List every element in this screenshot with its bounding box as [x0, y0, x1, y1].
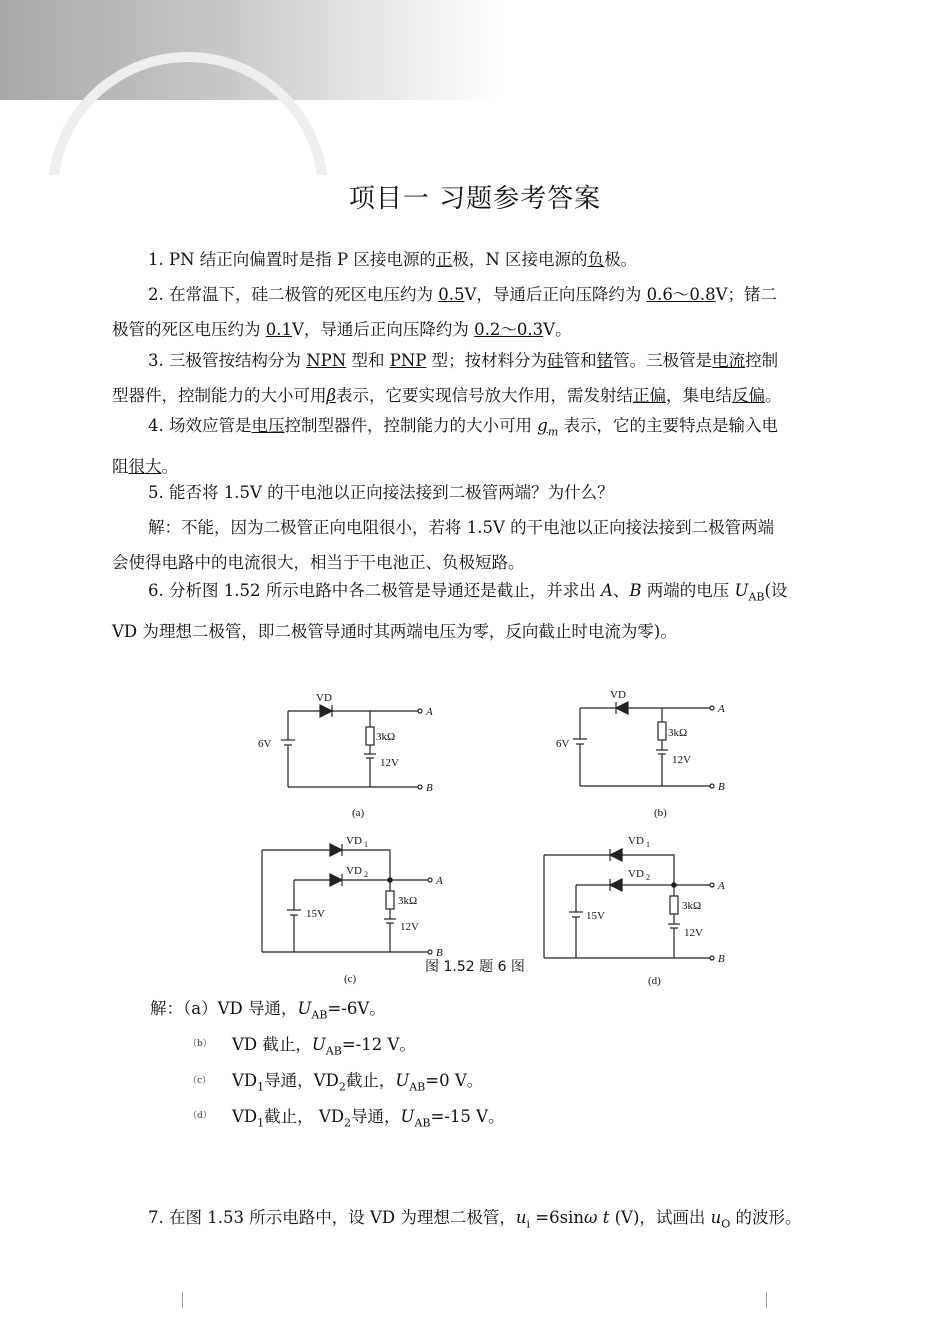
svg-text:VD: VD — [346, 835, 362, 847]
svg-text:2: 2 — [364, 870, 368, 879]
svg-text:3kΩ: 3kΩ — [668, 727, 688, 739]
question-3: 3. 三极管按结构分为 NPN 型和 PNP 型；按材料分为硅管和锗管。三极管是电流控制 型器件，控制能力的大小可用β表示，它要实现信号放大作用，需发射结正偏，集电结反偏。 — [112, 351, 782, 405]
question-6: 6. 分析图 1.52 所示电路中各二极管是导通还是截止，并求出 A、B 两端的电压 $U_{AB}$(设 VD 为理想二极管，即二极管导通时其两端电压为零，反向截止时电流为零)。 — [112, 581, 788, 642]
circuit-a — [281, 705, 422, 789]
circuit-b — [573, 702, 714, 788]
answer-5: 解：不能，因为二极管正向电阻很小，若将 1.5V 的干电池以正向接法接到二极管两端 会使得电路中的电流很大，相当于干电池正、负极短路。 — [112, 518, 775, 572]
svg-text:1: 1 — [646, 840, 650, 849]
svg-text:A: A — [426, 706, 433, 718]
svg-text:3kΩ: 3kΩ — [376, 731, 396, 743]
svg-text:12V: 12V — [684, 927, 703, 939]
question-2: 2. 在常温下，硅二极管的死区电压约为 0.5V，导通后正向压降约为 0.6～0.8V；锗二 极管的死区电压约为 0.1V，导通后正向压降约为 0.2～0.3V。 — [112, 285, 778, 339]
circuit-figure — [250, 684, 730, 994]
page-title: 项目一 习题参考答案 — [348, 184, 602, 214]
svg-text:A: A — [718, 880, 725, 892]
footer-mark-left — [182, 1292, 183, 1308]
svg-text:(d): (d) — [648, 975, 661, 987]
answer-tag-c: （c） — [188, 1076, 212, 1086]
svg-text:B: B — [426, 782, 433, 794]
figure-caption: 图 1.52 题 6 图 — [425, 959, 525, 975]
svg-text:A: A — [436, 875, 443, 887]
svg-text:VD: VD — [628, 868, 644, 880]
answer-tag-d: （d） — [188, 1111, 212, 1121]
svg-text:6V: 6V — [258, 738, 272, 750]
answer-6d: $VD_1$截止， $VD_2$导通，$U_{AB}=-15$ V。 — [232, 1107, 505, 1130]
footer-mark-right — [766, 1292, 767, 1308]
svg-text:B: B — [718, 781, 725, 793]
svg-text:3kΩ: 3kΩ — [398, 895, 418, 907]
answer-tag-b: （b） — [188, 1039, 212, 1049]
question-7: 7. 在图 1.53 所示电路中，设 VD 为理想二极管，$u_i =6\sin\omega$ t (V)，试画出 $u_O$ 的波形。 — [148, 1208, 802, 1231]
svg-text:(b): (b) — [654, 807, 667, 819]
answer-6a: 解：（a）VD 导通，$U_{AB}=-6V$。 — [150, 999, 386, 1022]
svg-text:VD: VD — [316, 692, 332, 704]
question-5: 5. 能否将 1.5V 的干电池以正向接法接到二极管两端？为什么？ — [148, 483, 614, 502]
svg-text:12V: 12V — [400, 921, 419, 933]
svg-text:VD: VD — [610, 689, 626, 701]
answer-6b: VD 截止，$U_{AB}=-12$ V。 — [232, 1035, 416, 1058]
svg-text:1: 1 — [364, 840, 368, 849]
question-4: 4. 场效应管是电压控制型器件，控制能力的大小可用 $g_m$ 表示，它的主要特点是输入电 阻很大。 — [112, 416, 778, 477]
svg-text:12V: 12V — [380, 757, 399, 769]
svg-text:B: B — [718, 953, 725, 965]
svg-text:B: B — [436, 947, 443, 959]
question-1: 1. PN 结正向偏置时是指 P 区接电源的正极，N 区接电源的负极。 — [148, 250, 638, 269]
svg-text:(a): (a) — [352, 807, 365, 819]
svg-text:A: A — [718, 703, 725, 715]
svg-text:15V: 15V — [586, 910, 605, 922]
svg-text:2: 2 — [646, 873, 650, 882]
answer-6c: $VD_1$导通，$VD_2$截止，$U_{AB}=0$ V。 — [232, 1071, 484, 1094]
svg-text:(c): (c) — [344, 973, 357, 985]
svg-text:VD: VD — [346, 865, 362, 877]
svg-text:6V: 6V — [556, 738, 570, 750]
svg-text:3kΩ: 3kΩ — [682, 900, 702, 912]
svg-text:VD: VD — [628, 835, 644, 847]
svg-text:12V: 12V — [672, 754, 691, 766]
svg-text:15V: 15V — [306, 908, 325, 920]
